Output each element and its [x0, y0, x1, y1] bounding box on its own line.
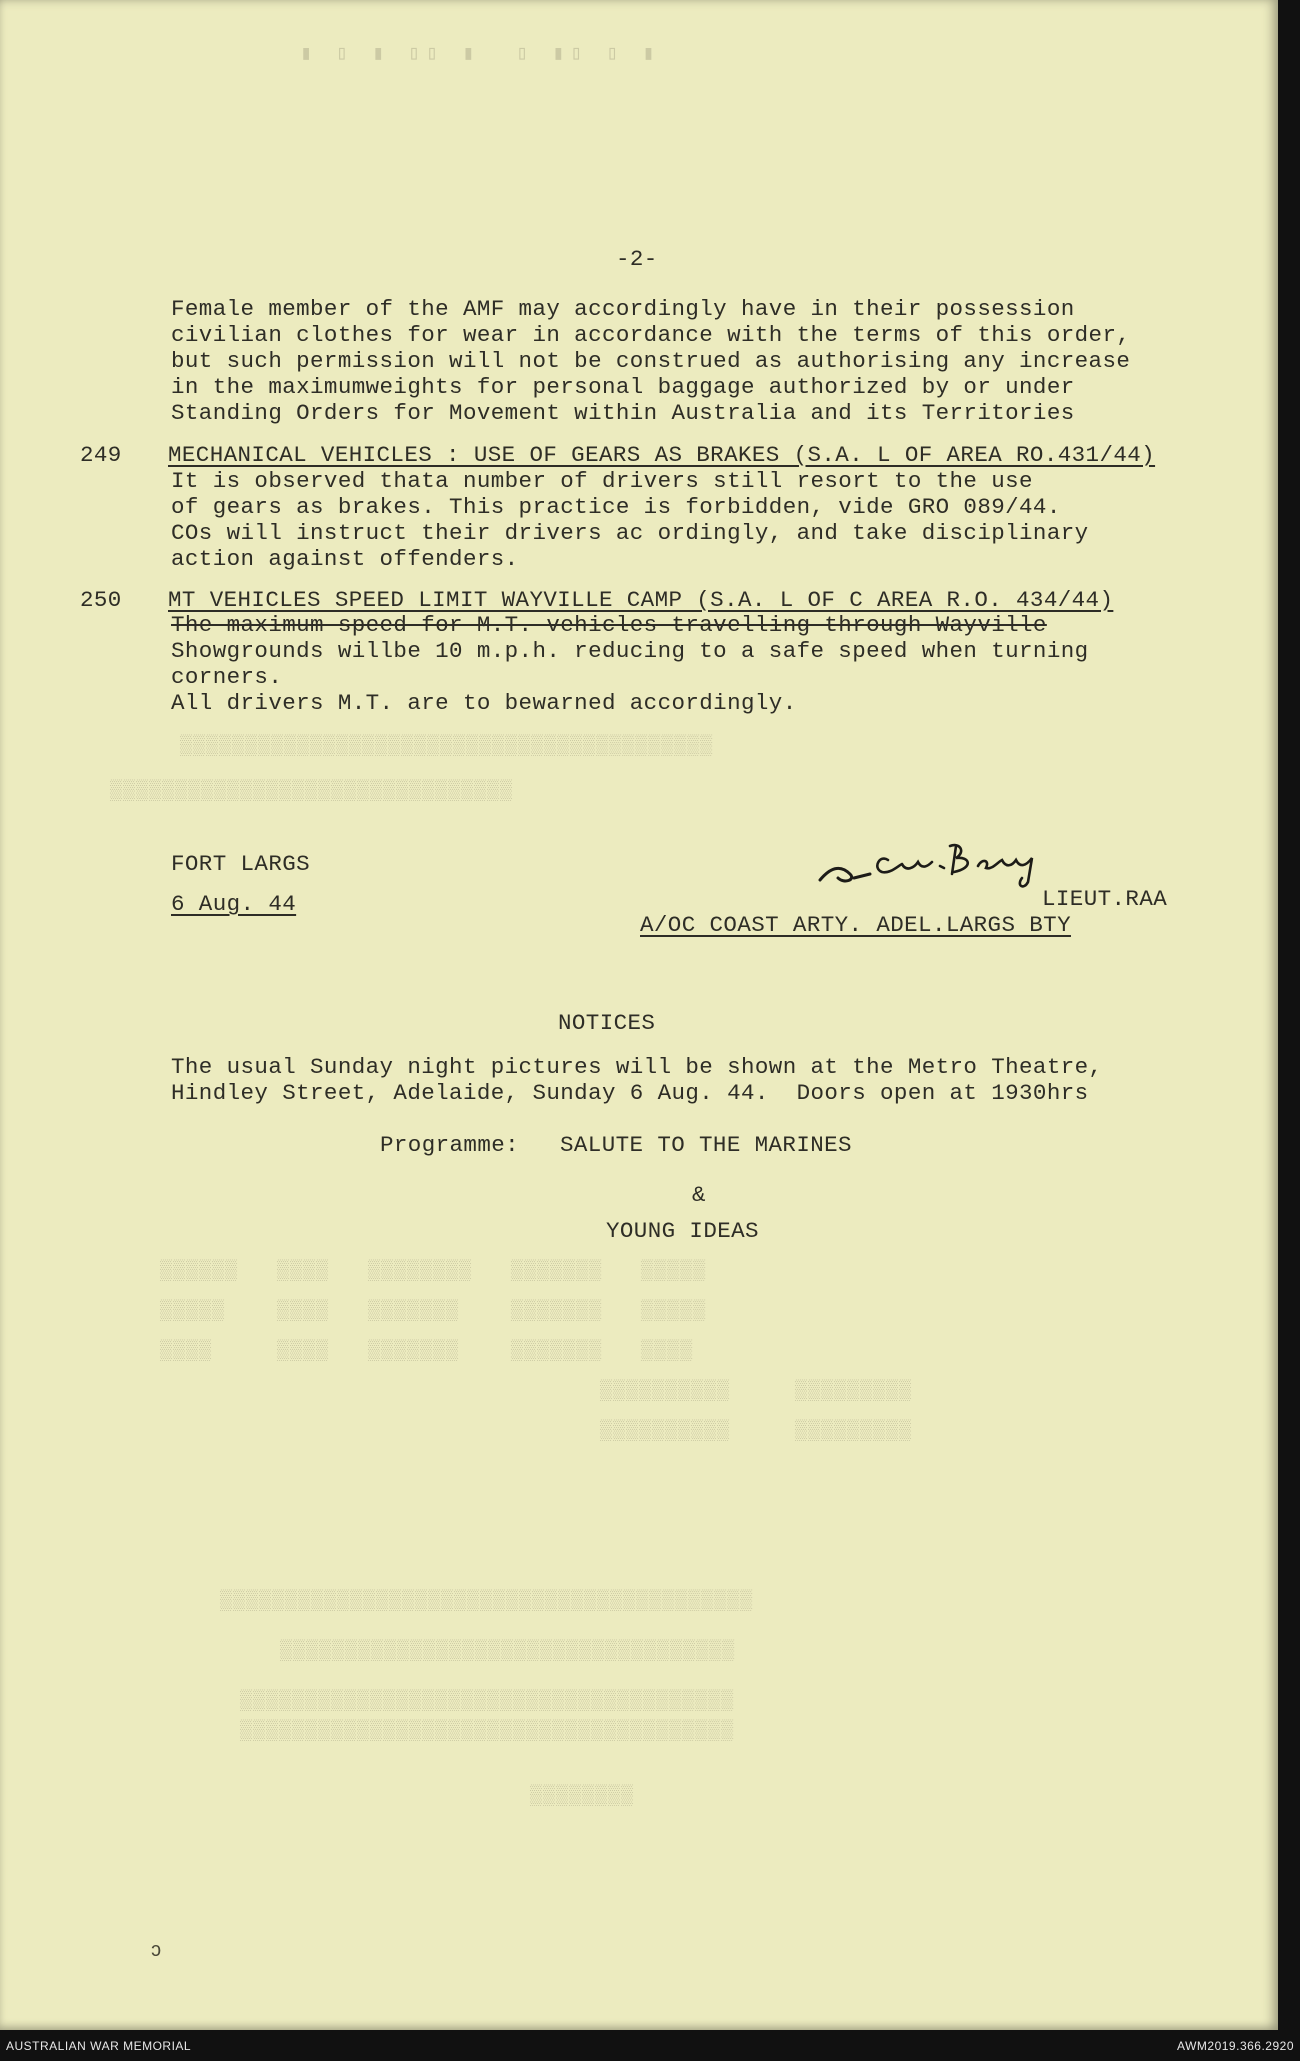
film-title: SALUTE TO THE MARINES [560, 1132, 852, 1158]
text-line: Standing Orders for Movement within Australia and its Territories [171, 400, 1075, 426]
text-line: The maximum speed for M.T. vehicles travelling through Wayville [171, 612, 1047, 638]
bleed-through-mark: ▒▒▒▒▒▒▒▒▒▒ ▒▒▒▒▒▒▒▒▒ [600, 1380, 913, 1403]
text-line: Female member of the AMF may accordingly have in their possession [171, 296, 1075, 322]
bleed-through-mark: ▒▒▒▒▒▒▒▒▒▒▒▒▒▒▒▒▒▒▒▒▒▒▒▒▒▒▒▒▒▒▒▒▒▒▒▒▒▒▒▒▒ [180, 735, 714, 758]
place-line: FORT LARGS [171, 851, 311, 877]
bleed-through-mark: ▒▒▒▒ ▒▒▒▒ ▒▒▒▒▒▒▒ ▒▒▒▒▒▒▒ ▒▒▒▒ [160, 1340, 694, 1363]
bleed-through-mark: ▒▒▒▒▒▒▒▒▒▒▒▒▒▒▒▒▒▒▒▒▒▒▒▒▒▒▒▒▒▒▒▒▒▒▒▒▒▒ [240, 1720, 735, 1743]
footer-left: AUSTRALIAN WAR MEMORIAL [6, 2039, 192, 2053]
bleed-through-mark: ▒▒▒▒▒▒▒▒▒▒▒▒▒▒▒▒▒▒▒▒▒▒▒▒▒▒▒▒▒▒▒ [110, 780, 514, 803]
order-body [171, 612, 1089, 716]
text-line: COs will instruct their drivers ac ordingly, and take disciplinary [171, 520, 1089, 546]
text-line: but such permission will not be construed as authorising any increase [171, 348, 1131, 374]
film-title: YOUNG IDEAS [606, 1218, 759, 1244]
bleed-through-mark: ▒▒▒▒▒▒▒▒▒▒ ▒▒▒▒▒▒▒▒▒ [600, 1420, 913, 1443]
signatory-title: A/OC COAST ARTY. ADEL.LARGS BTY [640, 912, 1071, 938]
notices-heading: NOTICES [558, 1010, 656, 1036]
bleed-through-mark: ▒▒▒▒▒▒ ▒▒▒▒ ▒▒▒▒▒▒▒▒ ▒▒▒▒▒▒▒ ▒▒▒▒▒ [160, 1260, 707, 1283]
ink-mark: ↄ [150, 1940, 163, 1963]
bleed-through-mark: ▒▒▒▒▒▒▒▒ [530, 1785, 635, 1808]
intro-paragraph [171, 296, 1130, 426]
date-line: 6 Aug. 44 [171, 891, 297, 917]
programme-label: Programme: [380, 1132, 520, 1158]
text-line: civilian clothes for wear in accordance with the terms of this order, [171, 322, 1131, 348]
order-number: 250 [80, 587, 122, 613]
text-line: action against offenders. [171, 546, 519, 572]
text-line: The usual Sunday night pictures will be shown at the Metro Theatre, [171, 1054, 1103, 1080]
order-heading: MECHANICAL VEHICLES : USE OF GEARS AS BRAKES (S.A. L OF AREA RO.431/44) [168, 442, 1156, 468]
order-heading: MT VEHICLES SPEED LIMIT WAYVILLE CAMP (S.A. L OF C AREA R.O. 434/44) [168, 587, 1114, 613]
order-body [171, 468, 1089, 572]
notices-body [171, 1054, 1102, 1106]
page-number: -2- [616, 246, 658, 272]
text-line: corners. [171, 664, 283, 690]
rank-line: LIEUT.RAA [1042, 886, 1168, 912]
text-line: in the maximumweights for personal baggage authorized by or under [171, 374, 1075, 400]
text-line: Hindley Street, Adelaide, Sunday 6 Aug. 44. Doors open at 1930hrs [171, 1080, 1089, 1106]
text-line: All drivers M.T. are to bewarned accordingly. [171, 690, 797, 716]
text-line: It is observed thata number of drivers still resort to the use [171, 468, 1033, 494]
footer-right: AWM2019.366.2920 [1177, 2039, 1294, 2053]
bleed-through-mark: ▒▒▒▒▒▒▒▒▒▒▒▒▒▒▒▒▒▒▒▒▒▒▒▒▒▒▒▒▒▒▒▒▒▒▒▒▒▒▒▒▒ [220, 1590, 754, 1613]
text-line: of gears as brakes. This practice is forbidden, vide GRO 089/44. [171, 494, 1061, 520]
bleed-through-mark: ▮ ▯ ▮ ▯▯ ▮ ▯ ▮▯ ▯ ▮ [300, 43, 661, 66]
text-line: Showgrounds willbe 10 m.p.h. reducing to a safe speed when turning [171, 638, 1089, 664]
bleed-through-mark: ▒▒▒▒▒ ▒▒▒▒ ▒▒▒▒▒▒▒ ▒▒▒▒▒▒▒ ▒▒▒▒▒ [160, 1300, 707, 1323]
order-number: 249 [80, 442, 122, 468]
bleed-through-mark: ▒▒▒▒▒▒▒▒▒▒▒▒▒▒▒▒▒▒▒▒▒▒▒▒▒▒▒▒▒▒▒▒▒▒▒▒▒▒ [240, 1690, 735, 1713]
bleed-through-mark: ▒▒▒▒▒▒▒▒▒▒▒▒▒▒▒▒▒▒▒▒▒▒▒▒▒▒▒▒▒▒▒▒▒▒▒ [280, 1640, 736, 1663]
ampersand: & [692, 1182, 706, 1208]
